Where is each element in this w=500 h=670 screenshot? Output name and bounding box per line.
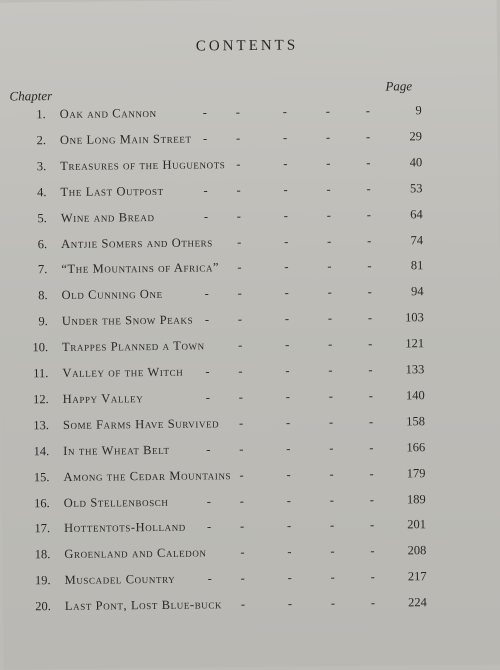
- dash-leader: - - - -: [239, 466, 374, 482]
- dash-leader: - - - -: [240, 595, 376, 612]
- toc-entry: [0, 206, 499, 231]
- dash-leader: - - - -: [236, 155, 371, 171]
- page-number: 40: [409, 154, 423, 170]
- chapter-number: 10.: [32, 340, 49, 355]
- page-number: 9: [415, 103, 422, 118]
- toc-entry: [1, 387, 500, 412]
- dash-leader: - - - -: [238, 414, 374, 430]
- chapter-number: 18.: [34, 547, 51, 562]
- dash-leader: - - - - -: [202, 103, 370, 120]
- toc-entry: [0, 258, 499, 283]
- dash-leader: - - - - -: [206, 518, 375, 534]
- toc-entry: [0, 154, 498, 179]
- dash-leader: - - - - -: [206, 492, 374, 508]
- dash-leader: - - - -: [240, 544, 375, 560]
- chapter-title: Among the Cedar Mountains: [63, 467, 232, 484]
- chapter-number: 4.: [37, 184, 47, 199]
- page-number: 103: [405, 310, 424, 325]
- page-number: 158: [406, 413, 425, 429]
- toc-entry: [2, 517, 500, 542]
- page-number: 81: [410, 258, 424, 273]
- chapter-title: Wine and Bread: [60, 209, 155, 225]
- chapter-number: 17.: [34, 521, 51, 536]
- page-number: 121: [405, 336, 425, 351]
- toc-entry: [1, 439, 500, 464]
- toc-entry: [2, 491, 500, 516]
- dash-leader: - - - - -: [205, 362, 373, 379]
- chapter-column-header: Chapter: [9, 88, 53, 104]
- dash-leader: - - - - -: [205, 388, 373, 405]
- dash-leader: - - - - -: [203, 207, 372, 224]
- chapter-title: Trappes Planned a Town: [62, 338, 205, 355]
- chapter-title: Hottentots-Holland: [63, 520, 186, 536]
- chapter-number: 3.: [36, 158, 47, 174]
- chapter-number: 11.: [33, 366, 49, 381]
- chapter-number: 14.: [33, 443, 50, 458]
- chapter-title: Antjie Somers and Others: [60, 234, 213, 251]
- chapter-number: 6.: [37, 236, 48, 251]
- toc-entry: [1, 465, 500, 490]
- page-number: 208: [407, 543, 427, 558]
- page-number: 53: [409, 180, 423, 196]
- page-number: 94: [410, 284, 424, 299]
- chapter-number: 1.: [36, 107, 46, 122]
- chapter-title: Treasures of the Huguenots: [60, 157, 226, 173]
- chapter-title: Last Pont, Lost Blue-buck: [64, 597, 223, 614]
- dash-leader: - - - - -: [202, 129, 371, 146]
- page-number: 64: [410, 206, 423, 221]
- toc-entry: [0, 284, 500, 309]
- page-number: 29: [409, 129, 423, 144]
- page-number: 140: [405, 388, 425, 403]
- page-number: 166: [406, 439, 426, 455]
- chapter-title: Valley of the Witch: [62, 364, 184, 380]
- page-number: 217: [407, 569, 427, 584]
- chapter-title: The Last Outpost: [60, 183, 164, 199]
- page-number: 133: [405, 362, 425, 377]
- page-number: 224: [408, 595, 427, 610]
- chapter-number: 15.: [33, 469, 50, 484]
- toc-entry: [0, 232, 499, 257]
- page-number: 189: [406, 491, 426, 506]
- chapter-number: 5.: [37, 210, 47, 225]
- dash-leader: - - - -: [237, 259, 372, 275]
- toc-entry: [2, 543, 500, 568]
- toc-entry: [0, 128, 498, 153]
- page-number: 179: [406, 465, 426, 480]
- dash-leader: - - - - -: [203, 181, 371, 198]
- toc-entry: [1, 413, 500, 438]
- chapter-title: Old Stellenbosch: [63, 494, 169, 510]
- page-column-header: Page: [385, 78, 413, 94]
- toc-entry: [0, 180, 499, 205]
- toc-entry: [0, 335, 500, 360]
- dash-leader: - - - - -: [207, 569, 375, 586]
- dash-leader: - - - -: [238, 336, 373, 353]
- chapter-number: 13.: [33, 417, 50, 433]
- toc-entry: [0, 310, 500, 335]
- toc-entry: [0, 102, 498, 127]
- chapter-title: In the Wheat Belt: [63, 442, 170, 458]
- dash-leader: - - - - -: [206, 440, 374, 457]
- chapter-title: One Long Main Street: [59, 131, 192, 147]
- chapter-title: Some Farms Have Survived: [62, 416, 220, 432]
- dash-leader: - - - - -: [204, 285, 372, 301]
- page-number: 74: [410, 232, 424, 247]
- chapter-number: 12.: [32, 392, 49, 407]
- chapter-title: Happy Valley: [62, 391, 144, 406]
- dash-leader: - - - - -: [204, 310, 373, 327]
- chapter-number: 19.: [34, 573, 51, 588]
- chapter-number: 7.: [37, 262, 48, 277]
- chapter-number: 2.: [36, 133, 47, 148]
- toc-entry: [3, 569, 500, 594]
- chapter-number: 20.: [35, 599, 51, 614]
- chapter-number: 9.: [38, 314, 48, 329]
- chapter-title: Under the Snow Peaks: [61, 312, 194, 329]
- chapter-title: Old Cunning One: [61, 287, 163, 303]
- page-title: CONTENTS: [195, 37, 299, 55]
- toc-entry: [3, 594, 500, 619]
- chapter-number: 8.: [38, 288, 48, 303]
- page-number: 201: [407, 517, 427, 532]
- chapter-number: 16.: [34, 495, 50, 510]
- chapter-title: “The Mountains of Africa”: [61, 260, 220, 277]
- dash-leader: - - - -: [236, 233, 372, 249]
- chapter-title: Oak and Cannon: [59, 105, 157, 121]
- chapter-title: Muscadel Country: [64, 571, 176, 588]
- chapter-title: Groenland and Caledon: [64, 545, 207, 562]
- toc-entry: [0, 361, 500, 386]
